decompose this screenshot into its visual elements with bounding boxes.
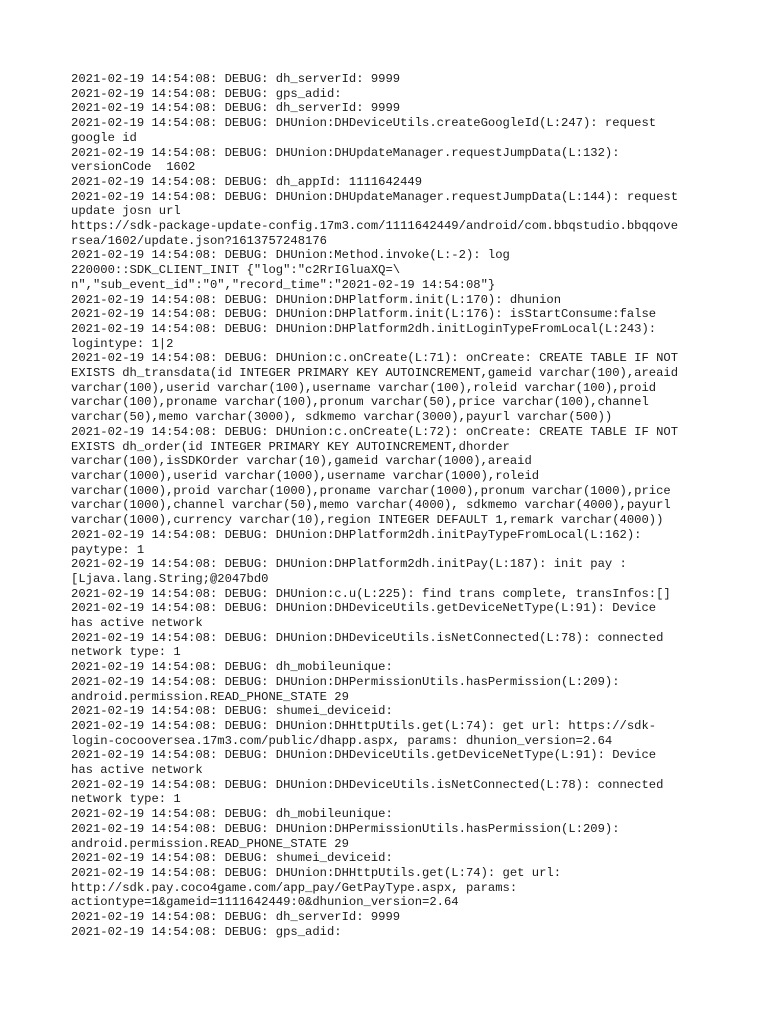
- log-line: 2021-02-19 14:54:08: DEBUG: gps_adid:: [71, 86, 342, 101]
- log-line: network type: 1: [71, 645, 181, 660]
- log-line: has active network: [71, 616, 203, 631]
- log-line: 2021-02-19 14:54:08: DEBUG: DHUnion:DHPlatform.init(L:176): isStartConsume:false: [71, 307, 657, 322]
- log-line: 2021-02-19 14:54:08: DEBUG: DHUnion:DHHttpUtils.get(L:74): get url:: [71, 865, 562, 880]
- log-line: actiontype=1&gameid=1111642449:0&dhunion_version=2.64: [71, 895, 459, 910]
- log-line: varchar(1000),proid varchar(1000),proname varchar(1000),pronum varchar(1000),price: [71, 483, 671, 498]
- log-line: 2021-02-19 14:54:08: DEBUG: DHUnion:DHUpdateManager.requestJumpData(L:144): request: [71, 189, 679, 204]
- log-line: 2021-02-19 14:54:08: DEBUG: DHUnion:DHHttpUtils.get(L:74): get url: https://sdk-: [71, 718, 657, 733]
- log-line: 2021-02-19 14:54:08: DEBUG: DHUnion:DHPlatform2dh.initPayTypeFromLocal(L:162):: [71, 527, 642, 542]
- log-line: has active network: [71, 763, 203, 778]
- log-line: 2021-02-19 14:54:08: DEBUG: DHUnion:Method.invoke(L:-2): log: [71, 248, 510, 263]
- log-line: 2021-02-19 14:54:08: DEBUG: dh_mobileunique:: [71, 807, 393, 822]
- log-line: logintype: 1|2: [71, 336, 174, 351]
- log-line: https://sdk-package-update-config.17m3.com/1111642449/android/com.bbqstudio.bbqqove: [71, 219, 679, 234]
- log-line: android.permission.READ_PHONE_STATE 29: [71, 836, 349, 851]
- log-line: 2021-02-19 14:54:08: DEBUG: DHUnion:DHDeviceUtils.getDeviceNetType(L:91): Device: [71, 748, 657, 763]
- log-line: network type: 1: [71, 792, 181, 807]
- log-line: [Ljava.lang.String;@2047bd0: [71, 571, 269, 586]
- log-text-block: [71, 72, 711, 939]
- log-line: http://sdk.pay.coco4game.com/app_pay/GetPayType.aspx, params:: [71, 880, 518, 895]
- log-line: varchar(50),memo varchar(3000), sdkmemo varchar(3000),payurl varchar(500)): [71, 410, 613, 425]
- log-line: versionCode 1602: [71, 160, 196, 175]
- log-line: 2021-02-19 14:54:08: DEBUG: dh_mobileunique:: [71, 660, 393, 675]
- log-line: google id: [71, 130, 137, 145]
- log-line: varchar(100),isSDKOrder varchar(10),gameid varchar(1000),areaid: [71, 454, 532, 469]
- log-line: 2021-02-19 14:54:08: DEBUG: dh_serverId: 9999: [71, 72, 401, 86]
- log-line: login-cocooversea.17m3.com/public/dhapp.aspx, params: dhunion_version=2.64: [71, 733, 613, 748]
- log-line: paytype: 1: [71, 542, 145, 557]
- log-line: n","sub_event_id":"0","record_time":"2021-02-19 14:54:08"}: [71, 277, 496, 292]
- log-line: 2021-02-19 14:54:08: DEBUG: DHUnion:c.u(L:225): find trans complete, transInfos:[]: [71, 586, 671, 601]
- log-document: [71, 72, 711, 939]
- log-line: varchar(1000),userid varchar(1000),username varchar(1000),roleid: [71, 468, 540, 483]
- log-line: 220000::SDK_CLIENT_INIT {"log":"c2RrIGluaXQ=\: [71, 263, 401, 278]
- log-line: 2021-02-19 14:54:08: DEBUG: DHUnion:DHUpdateManager.requestJumpData(L:132):: [71, 145, 620, 160]
- log-line: 2021-02-19 14:54:08: DEBUG: DHUnion:DHPermissionUtils.hasPermission(L:209):: [71, 821, 620, 836]
- log-line: varchar(1000),channel varchar(50),memo varchar(4000), sdkmemo varchar(4000),payurl: [71, 498, 671, 513]
- log-line: 2021-02-19 14:54:08: DEBUG: gps_adid:: [71, 924, 342, 939]
- log-line: 2021-02-19 14:54:08: DEBUG: DHUnion:c.onCreate(L:72): onCreate: CREATE TABLE IF NOT: [71, 424, 679, 439]
- log-line: 2021-02-19 14:54:08: DEBUG: DHUnion:DHDeviceUtils.createGoogleId(L:247): request: [71, 116, 657, 131]
- log-line: 2021-02-19 14:54:08: DEBUG: shumei_deviceid:: [71, 704, 393, 719]
- log-line: varchar(100),userid varchar(100),username varchar(100),roleid varchar(100),proid: [71, 380, 657, 395]
- log-line: 2021-02-19 14:54:08: DEBUG: DHUnion:DHDeviceUtils.isNetConnected(L:78): connected: [71, 630, 664, 645]
- log-line: rsea/1602/update.json?1613757248176: [71, 233, 327, 248]
- log-line: 2021-02-19 14:54:08: DEBUG: DHUnion:DHPermissionUtils.hasPermission(L:209):: [71, 674, 620, 689]
- log-line: EXISTS dh_transdata(id INTEGER PRIMARY KEY AUTOINCREMENT,gameid varchar(100),areaid: [71, 366, 679, 381]
- log-line: 2021-02-19 14:54:08: DEBUG: dh_serverId: 9999: [71, 101, 401, 116]
- log-line: 2021-02-19 14:54:08: DEBUG: shumei_deviceid:: [71, 851, 393, 866]
- log-line: 2021-02-19 14:54:08: DEBUG: DHUnion:DHPlatform2dh.initPay(L:187): init pay :: [71, 557, 627, 572]
- log-line: android.permission.READ_PHONE_STATE 29: [71, 689, 349, 704]
- log-line: 2021-02-19 14:54:08: DEBUG: DHUnion:DHPlatform.init(L:170): dhunion: [71, 292, 562, 307]
- log-line: 2021-02-19 14:54:08: DEBUG: DHUnion:c.onCreate(L:71): onCreate: CREATE TABLE IF NOT: [71, 351, 679, 366]
- log-line: 2021-02-19 14:54:08: DEBUG: DHUnion:DHPlatform2dh.initLoginTypeFromLocal(L:243):: [71, 321, 657, 336]
- log-line: 2021-02-19 14:54:08: DEBUG: dh_appId: 1111642449: [71, 174, 423, 189]
- log-line: 2021-02-19 14:54:08: DEBUG: DHUnion:DHDeviceUtils.isNetConnected(L:78): connected: [71, 777, 664, 792]
- log-line: EXISTS dh_order(id INTEGER PRIMARY KEY AUTOINCREMENT,dhorder: [71, 439, 510, 454]
- log-line: 2021-02-19 14:54:08: DEBUG: dh_serverId: 9999: [71, 910, 401, 925]
- log-line: 2021-02-19 14:54:08: DEBUG: DHUnion:DHDeviceUtils.getDeviceNetType(L:91): Device: [71, 601, 657, 616]
- log-line: varchar(100),proname varchar(100),pronum varchar(50),price varchar(100),channel: [71, 395, 649, 410]
- log-line: update josn url: [71, 204, 181, 219]
- log-line: varchar(1000),currency varchar(10),region INTEGER DEFAULT 1,remark varchar(4000)): [71, 513, 664, 528]
